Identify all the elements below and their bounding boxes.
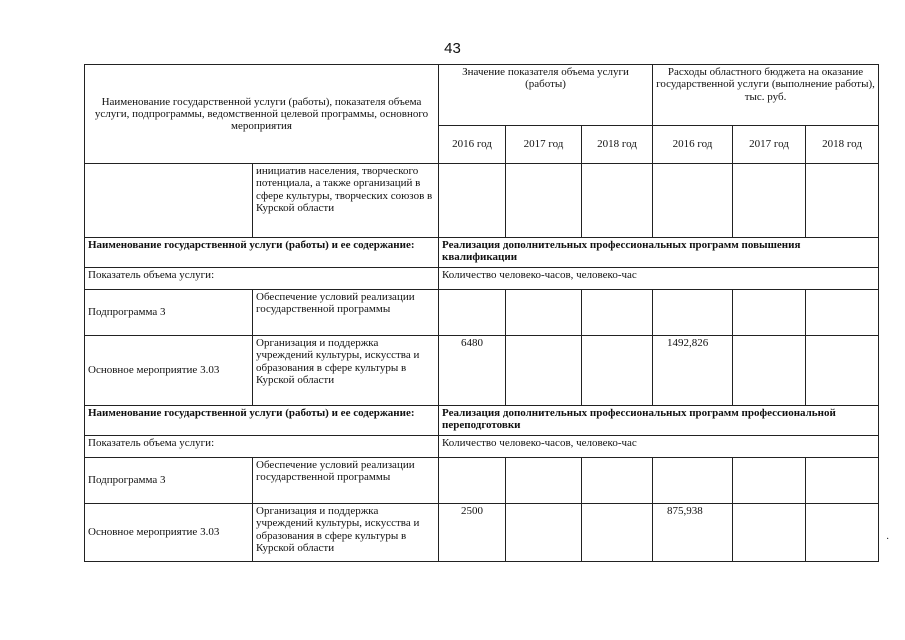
service-name: Реализация дополнительных профессиональных программ профессиональной переподготовки bbox=[439, 406, 879, 436]
measure-desc: Организация и поддержка учреждений культуры, искусства и образования в сфере культуры в Курской области bbox=[253, 336, 439, 406]
empty-cell bbox=[85, 164, 253, 238]
subprogram-label: Подпрограмма 3 bbox=[85, 290, 253, 336]
continuation-row bbox=[85, 164, 879, 238]
budget-2016-value: 875,938 bbox=[653, 504, 733, 562]
indicator-value: Количество человеко-часов, человеко-час bbox=[439, 268, 879, 290]
service-row bbox=[85, 406, 879, 436]
service-name: Реализация дополнительных профессиональных программ повышения квалификации bbox=[439, 238, 879, 268]
measure-label: Основное мероприятие 3.03 bbox=[85, 504, 253, 562]
subprogram-desc: Обеспечение условий реализации государственной программы bbox=[253, 290, 439, 336]
measure-desc: Организация и поддержка учреждений культуры, искусства и образования в сфере культуры в Курской области bbox=[253, 504, 439, 562]
page-number: 43 bbox=[444, 40, 461, 57]
indicator-row bbox=[85, 268, 879, 290]
header-row bbox=[85, 65, 879, 126]
subprogram-row bbox=[85, 290, 879, 336]
year-budget-2017: 2017 год bbox=[733, 126, 806, 164]
indicator-label: Показатель объема услуги: bbox=[85, 436, 439, 458]
header-budget-cell: Расходы областного бюджета на оказание государственной услуги (выполнение работы), тыс. руб. bbox=[653, 65, 879, 126]
subprogram-desc: Обеспечение условий реализации государственной программы bbox=[253, 458, 439, 504]
indicator-label: Показатель объема услуги: bbox=[85, 268, 439, 290]
continuation-text: инициатив населения, творческого потенциала, а также организаций в сфере культуры, творческих союзов в Курской области bbox=[253, 164, 439, 238]
year-budget-2016: 2016 год bbox=[653, 126, 733, 164]
indicator-row bbox=[85, 436, 879, 458]
measure-row bbox=[85, 504, 879, 562]
subprogram-label: Подпрограмма 3 bbox=[85, 458, 253, 504]
header-volume-cell: Значение показателя объема услуги (работы) bbox=[439, 65, 653, 126]
volume-2016-value: 2500 bbox=[439, 504, 506, 562]
scan-speck: · bbox=[886, 534, 890, 545]
service-row bbox=[85, 238, 879, 268]
service-label: Наименование государственной услуги (работы) и ее содержание: bbox=[85, 238, 439, 268]
year-volume-2018: 2018 год bbox=[582, 126, 653, 164]
volume-2016-value: 6480 bbox=[439, 336, 506, 406]
header-name-cell: Наименование государственной услуги (работы), показателя объема услуги, подпрограммы, ведомственной целевой программы, основного мероприятия bbox=[85, 65, 439, 164]
budget-2016-value: 1492,826 bbox=[653, 336, 733, 406]
year-volume-2017: 2017 год bbox=[506, 126, 582, 164]
year-volume-2016: 2016 год bbox=[439, 126, 506, 164]
measure-label: Основное мероприятие 3.03 bbox=[85, 336, 253, 406]
year-budget-2018: 2018 год bbox=[806, 126, 879, 164]
measure-row bbox=[85, 336, 879, 406]
subprogram-row bbox=[85, 458, 879, 504]
indicator-value: Количество человеко-часов, человеко-час bbox=[439, 436, 879, 458]
program-table bbox=[84, 64, 879, 562]
service-label: Наименование государственной услуги (работы) и ее содержание: bbox=[85, 406, 439, 436]
